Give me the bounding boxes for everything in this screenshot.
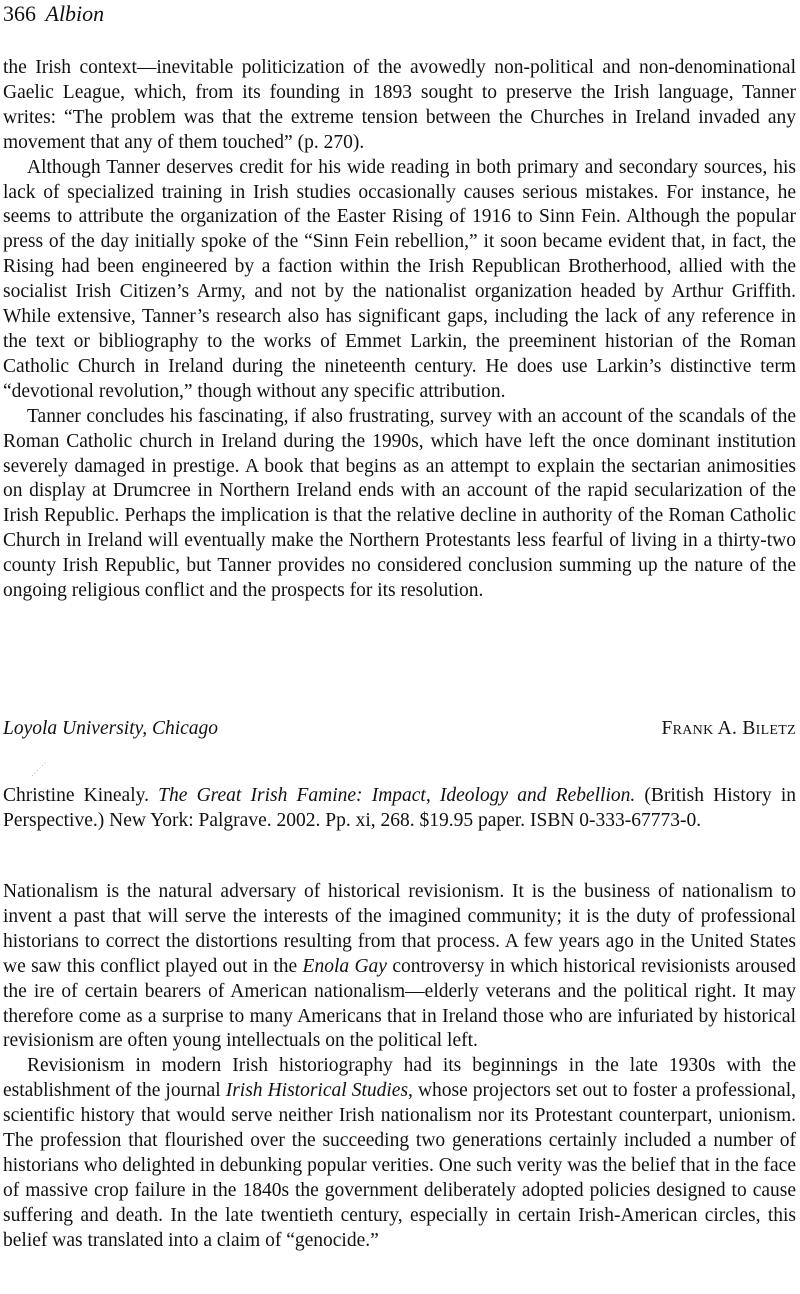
book-details: (British History in Perspective.) New York: Palgrave. 2002. Pp. xi, 268. $19.95 paper. ISBN 0-333-67773-0. <box>3 785 796 831</box>
paragraph: the Irish context—inevitable politicization of the avowedly non-political and non-denominational Gaelic League, which, from its founding in 1893 sought to preserve the Irish language, Tanner writes: “The problem was that the extreme tension between the Churches in Ireland invaded any movement that any of them touched” (p. 270). <box>3 57 796 153</box>
book-title: The Great Irish Famine: Impact, Ideology and Rebellion. <box>158 785 636 806</box>
text-run: , whose projectors set out to foster a professional, scientific history that would serve neither Irish nationalism nor its Protestant counterpart, unionism. The profession that flourished over the succeeding two generations certainly included a number of historians who delighted in debunking popular verities. One such verity was the belief that in the face of massive crop failure in the 1840s the government deliberately adopted policies designed to cause suffering and death. In the late twentieth century, especially in certain Irish-American circles, this belief was translated into a claim of “genocide.” <box>3 1080 796 1251</box>
page-number: 366 <box>3 1 36 26</box>
book-author: Christine Kinealy. <box>3 785 149 806</box>
reviewer-institution: Loyola University, Chicago <box>3 718 219 739</box>
running-header <box>3 0 104 28</box>
paragraph: Tanner concludes his fascinating, if also frustrating, survey with an account of the scandals of the Roman Catholic church in Ireland during the 1990s, which have left the once dominant institution severely damaged in prestige. A book that begins as an attempt to explain the sectarian animosities on display at Drumcree in Northern Ireland ends with an account of the rapid secularization of the Irish Republic. Perhaps the implication is that the relative decline in authority of the Roman Catholic Church in Ireland will eventually make the Northern Protestants less fearful of living in a thirty-two county Irish Republic, but Tanner provides no considered conclusion summing up the nature of the ongoing religious conflict and the prospects for its resolution. <box>3 405 796 602</box>
journal-title: Albion <box>45 1 105 26</box>
review-continuation <box>3 56 796 604</box>
text-run: Revisionism in modern Irish historiography had its beginnings in the late 1930s with the establishment of the journal <box>3 1055 796 1102</box>
reviewer-name: Frank A. Biletz <box>661 718 796 739</box>
emphasis: Enola Gay <box>302 955 387 977</box>
reviewer-signature <box>3 716 796 741</box>
emphasis: Irish Historical Studies <box>225 1080 409 1102</box>
text-run: Nationalism is the natural adversary of historical revisionism. It is the business of nationalism to invent a past that will serve the interests of the imagined community; it is the duty of professional historians to correct the distortions resulting from that process. A few years ago in the United States we saw this conflict played out in the <box>3 881 796 977</box>
paragraph: Although Tanner deserves credit for his wide reading in both primary and secondary sources, his lack of specialized training in Irish studies occasionally causes serious mistakes. For instance, he seems to attribute the organization of the Easter Rising of 1916 to Sinn Fein. Although the popular press of the day initially spoke of the “Sinn Fein rebellion,” it soon became evident that, in fact, the Rising had been engineered by a faction within the Irish Republican Brotherhood, allied with the socialist Irish Citizen’s Army, and not by the nationalist organization headed by Arthur Griffith. While extensive, Tanner’s research also has significant gaps, including the lack of any reference in the text or bibliography to the works of Emmet Larkin, the preeminent historian of the Roman Catholic Church in Ireland during the nineteenth century. He does use Larkin’s distinctive term “devotional revolution,” though without any specific attribution. <box>3 156 796 402</box>
review-body <box>3 880 796 1254</box>
paragraph <box>3 880 796 1054</box>
stray-mark-icon <box>30 760 48 778</box>
paragraph <box>3 1054 796 1253</box>
book-citation <box>3 783 796 833</box>
text-run: controversy in which historical revisionists aroused the ire of certain bearers of American nationalism—elderly veterans and the political right. It may therefore come as a surprise to many Americans that in Ireland those who are infuriated by historical revisionism are often young intellectuals on the political left. <box>3 955 797 1052</box>
